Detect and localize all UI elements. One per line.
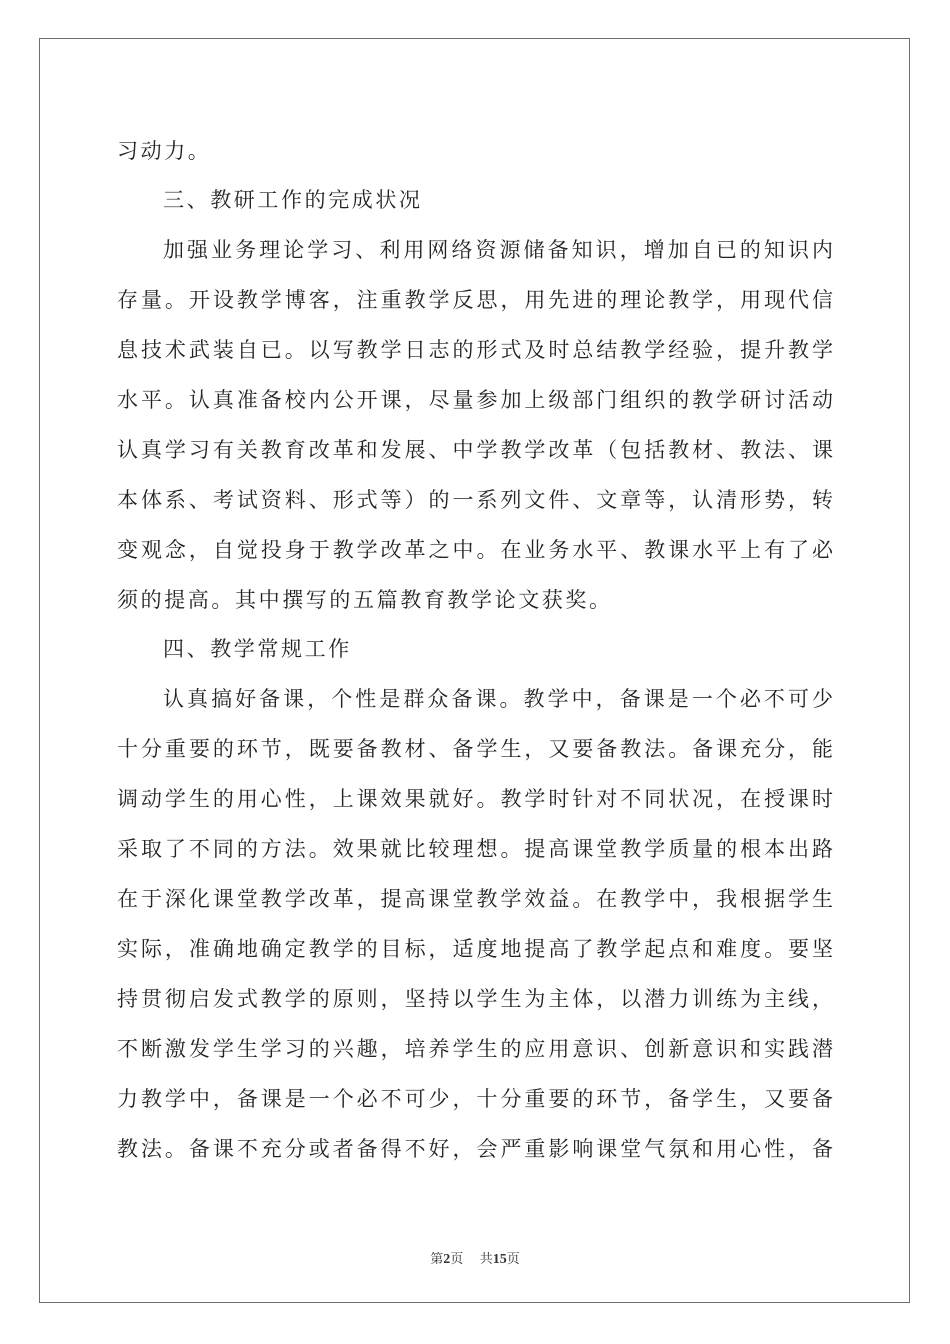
text-line: 息技术武装自已。以写教学日志的形式及时总结教学经验，提升教学	[117, 338, 833, 362]
text-line: 习动力。	[117, 139, 212, 163]
page-border	[39, 38, 910, 1303]
footer-total-unit: 页	[506, 1252, 520, 1267]
text-line: 持贯彻启发式教学的原则，坚持以学生为主体，以潜力训练为主线，	[117, 987, 833, 1011]
text-line: 加强业务理论学习、利用网络资源储备知识，增加自已的知识内	[163, 238, 833, 262]
text-line: 不断激发学生学习的兴趣，培养学生的应用意识、创新意识和实践潜	[117, 1037, 833, 1061]
text-line: 调动学生的用心性，上课效果就好。教学时针对不同状况，在授课时	[117, 787, 833, 811]
footer-total-prefix: 共	[479, 1252, 493, 1267]
text-line: 力教学中，备课是一个必不可少，十分重要的环节，备学生，又要备	[117, 1087, 833, 1111]
text-line: 在于深化课堂教学改革，提高课堂教学效益。在教学中，我根据学生	[117, 887, 833, 911]
text-line: 教法。备课不充分或者备得不好，会严重影响课堂气氛和用心性，备	[117, 1137, 833, 1161]
footer-page-unit: 页	[450, 1252, 464, 1267]
text-line: 变观念，自觉投身于教学改革之中。在业务水平、教课水平上有了必	[117, 538, 833, 562]
total-pages: 15	[492, 1252, 507, 1267]
page-number: 2	[443, 1252, 451, 1267]
text-line: 须的提高。其中撰写的五篇教育教学论文获奖。	[117, 588, 613, 612]
text-line: 存量。开设教学博客，注重教学反思，用先进的理论教学，用现代信	[117, 288, 833, 312]
text-line: 本体系、考试资料、形式等）的一系列文件、文章等，认清形势，转	[117, 488, 833, 512]
text-line: 水平。认真准备校内公开课，尽量参加上级部门组织的教学研讨活动	[117, 388, 833, 412]
footer-prefix: 第	[430, 1252, 444, 1267]
section-heading: 四、教学常规工作	[163, 637, 352, 661]
text-line: 认真搞好备课，个性是群众备课。教学中，备课是一个必不可少	[163, 687, 833, 711]
section-heading: 三、教研工作的完成状况	[163, 188, 423, 212]
text-line: 十分重要的环节，既要备教材、备学生，又要备教法。备课充分，能	[117, 737, 833, 761]
text-line: 实际，准确地确定教学的目标，适度地提高了教学起点和难度。要坚	[117, 937, 833, 961]
page-footer	[0, 1248, 950, 1268]
text-line: 认真学习有关教育改革和发展、中学教学改革（包括教材、教法、课	[117, 438, 833, 462]
text-line: 采取了不同的方法。效果就比较理想。提高课堂教学质量的根本出路	[117, 837, 833, 861]
